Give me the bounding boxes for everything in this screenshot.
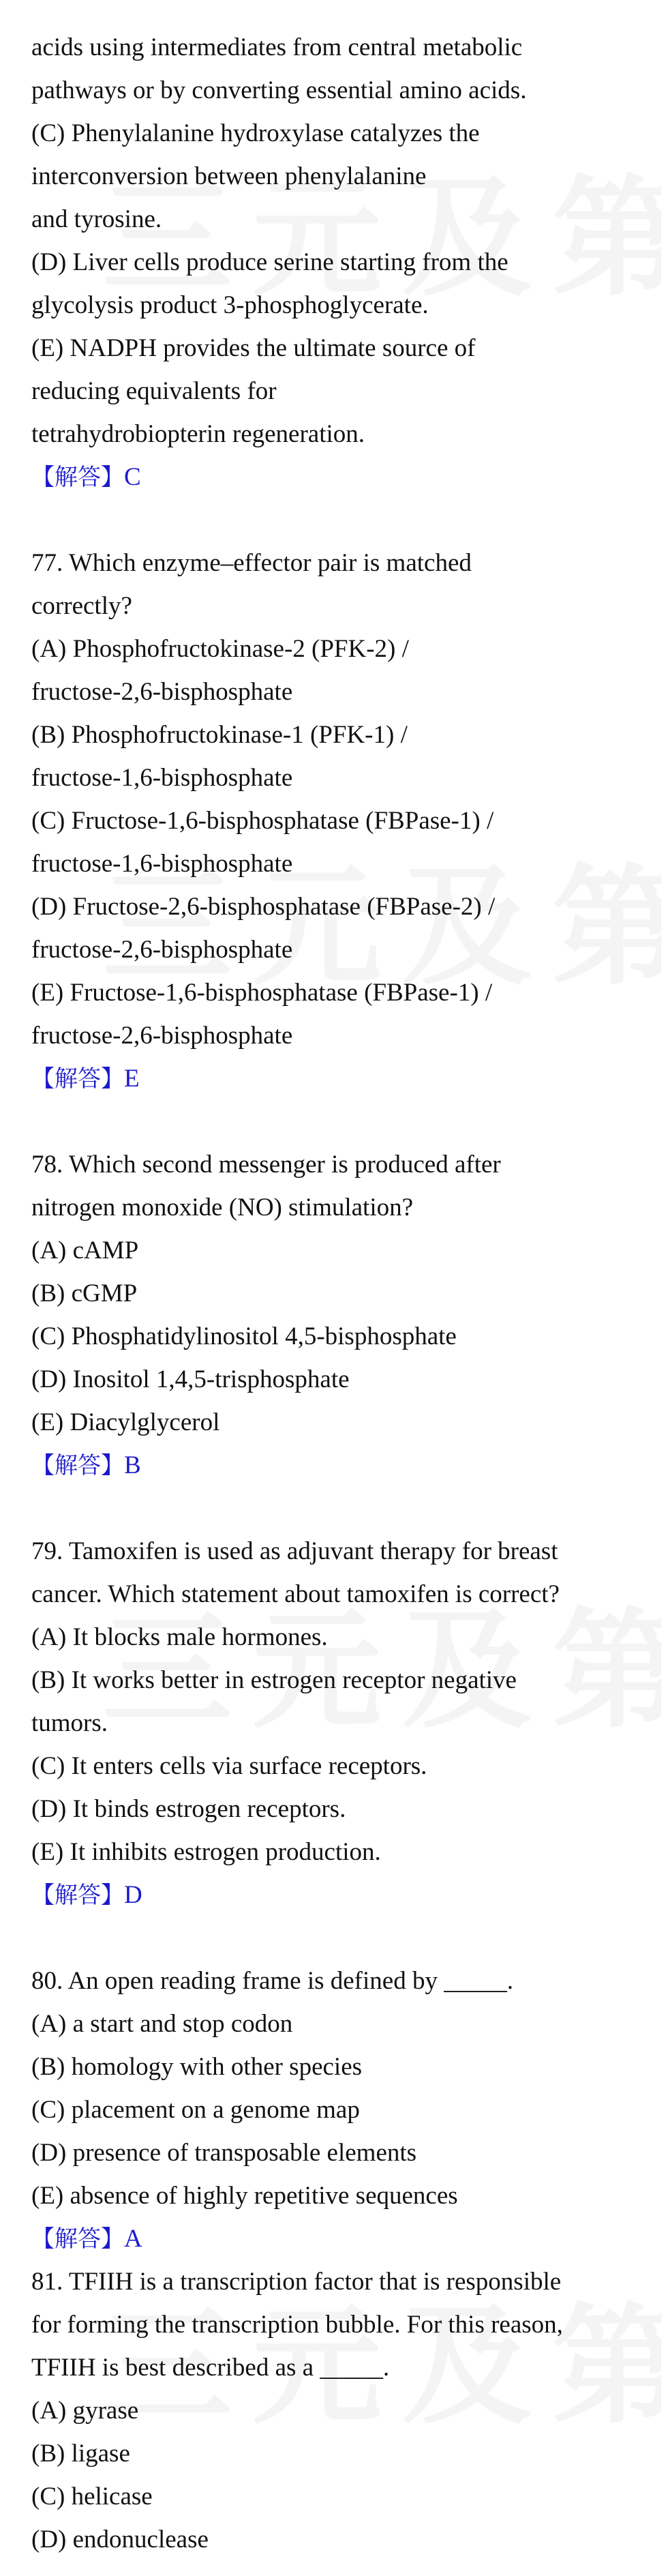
- question-text-line: (B) homology with other species: [31, 2053, 363, 2081]
- question-text-line: reducing equivalents for: [31, 377, 277, 405]
- question-text-line: (E) Diacylglycerol: [31, 1408, 220, 1436]
- question-text-line: 80. An open reading frame is defined by _____.: [31, 1967, 513, 1995]
- question-text-line: (C) Phenylalanine hydroxylase catalyzes the: [31, 119, 480, 147]
- question-text-line: (E) It inhibits estrogen production.: [31, 1838, 381, 1866]
- question-text-line: (A) a start and stop codon: [31, 2010, 293, 2038]
- question-text-line: fructose-1,6-bisphosphate: [31, 764, 293, 792]
- question-text-line: (D) endonuclease: [31, 2526, 209, 2553]
- question-text-line: (C) Fructose-1,6-bisphosphatase (FBPase-1) /: [31, 807, 494, 835]
- question-text-line: (A) gyrase: [31, 2397, 139, 2425]
- question-text-line: (D) It binds estrogen receptors.: [31, 1795, 346, 1823]
- question-text-line: (D) Liver cells produce serine starting from the: [31, 248, 508, 276]
- question-text-line: (B) ligase: [31, 2440, 130, 2468]
- question-text-line: glycolysis product 3-phosphoglycerate.: [31, 291, 429, 319]
- question-text-line: TFIIH is best described as a _____.: [31, 2354, 390, 2382]
- question-text-line: (B) Phosphofructokinase-1 (PFK-1) /: [31, 721, 408, 749]
- question-spacer: [31, 499, 654, 542]
- question-text-line: fructose-2,6-bisphosphate: [31, 1022, 293, 1050]
- answer-line: [31, 1057, 654, 1100]
- question-spacer: [31, 1487, 654, 1530]
- question-text-line: 77. Which enzyme–effector pair is matched: [31, 549, 472, 577]
- question-text-line: tetrahydrobiopterin regeneration.: [31, 420, 365, 448]
- question-text-line: (B) cGMP: [31, 1279, 138, 1307]
- question-text-line: for forming the transcription bubble. For this reason,: [31, 2311, 563, 2339]
- question-text-line: 81. TFIIH is a transcription factor that is responsible: [31, 2268, 562, 2296]
- question-text-line: (E) absence of highly repetitive sequences: [31, 2182, 458, 2210]
- question-spacer: [31, 1100, 654, 1143]
- answer-value: B: [124, 1451, 141, 1479]
- question-text-line: fructose-1,6-bisphosphate: [31, 850, 293, 878]
- answer-line: [31, 1874, 654, 1916]
- answer-value: C: [124, 463, 141, 491]
- question-text-line: (D) Fructose-2,6-bisphosphatase (FBPase-2) /: [31, 893, 496, 921]
- answer-label: 【解答】: [31, 2225, 124, 2253]
- answer-value: A: [124, 2225, 142, 2253]
- question-text-line: (A) It blocks male hormones.: [31, 1623, 328, 1651]
- answer-label: 【解答】: [31, 1452, 124, 1479]
- answer-label: 【解答】: [31, 1882, 124, 1909]
- question-text-line: fructose-2,6-bisphosphate: [31, 678, 293, 706]
- question-text-line: (E) NADPH provides the ultimate source of: [31, 334, 476, 362]
- question-text-line: pathways or by converting essential amino acids.: [31, 76, 527, 104]
- question-text-line: (D) Inositol 1,4,5-trisphosphate: [31, 1365, 350, 1393]
- question-text-line: 79. Tamoxifen is used as adjuvant therapy for breast: [31, 1537, 558, 1565]
- question-text-line: and tyrosine.: [31, 205, 162, 233]
- question-text-line: interconversion between phenylalanine: [31, 162, 427, 190]
- question-text-line: (C) It enters cells via surface receptors.: [31, 1752, 427, 1780]
- question-text-line: fructose-2,6-bisphosphate: [31, 936, 293, 964]
- question-spacer: [31, 1916, 654, 1959]
- answer-line: [31, 456, 654, 499]
- question-text-line: (D) presence of transposable elements: [31, 2139, 417, 2167]
- answer-label: 【解答】: [31, 464, 124, 491]
- question-text-line: cancer. Which statement about tamoxifen is correct?: [31, 1580, 560, 1608]
- question-text-line: (A) Phosphofructokinase-2 (PFK-2) /: [31, 635, 409, 663]
- question-text-line: (E) Fructose-1,6-bisphosphatase (FBPase-1) /: [31, 979, 493, 1007]
- question-text-line: correctly?: [31, 592, 132, 620]
- question-text-line: (C) Phosphatidylinositol 4,5-bisphosphate: [31, 1322, 457, 1350]
- question-text-line: (B) It works better in estrogen receptor negative: [31, 1666, 517, 1694]
- answer-value: D: [124, 1881, 142, 1909]
- question-text-line: (C) placement on a genome map: [31, 2096, 360, 2124]
- question-text-line: acids using intermediates from central metabolic: [31, 33, 523, 61]
- answer-line: [31, 1444, 654, 1487]
- answer-label: 【解答】: [31, 1065, 124, 1093]
- question-text-line: tumors.: [31, 1709, 108, 1737]
- question-text-line: nitrogen monoxide (NO) stimulation?: [31, 1194, 414, 1222]
- answer-value: E: [124, 1065, 140, 1093]
- question-text-line: 78. Which second messenger is produced after: [31, 1151, 501, 1179]
- answer-line: [31, 2217, 654, 2260]
- question-text-line: (A) cAMP: [31, 1237, 139, 1264]
- question-text-line: (C) helicase: [31, 2483, 153, 2511]
